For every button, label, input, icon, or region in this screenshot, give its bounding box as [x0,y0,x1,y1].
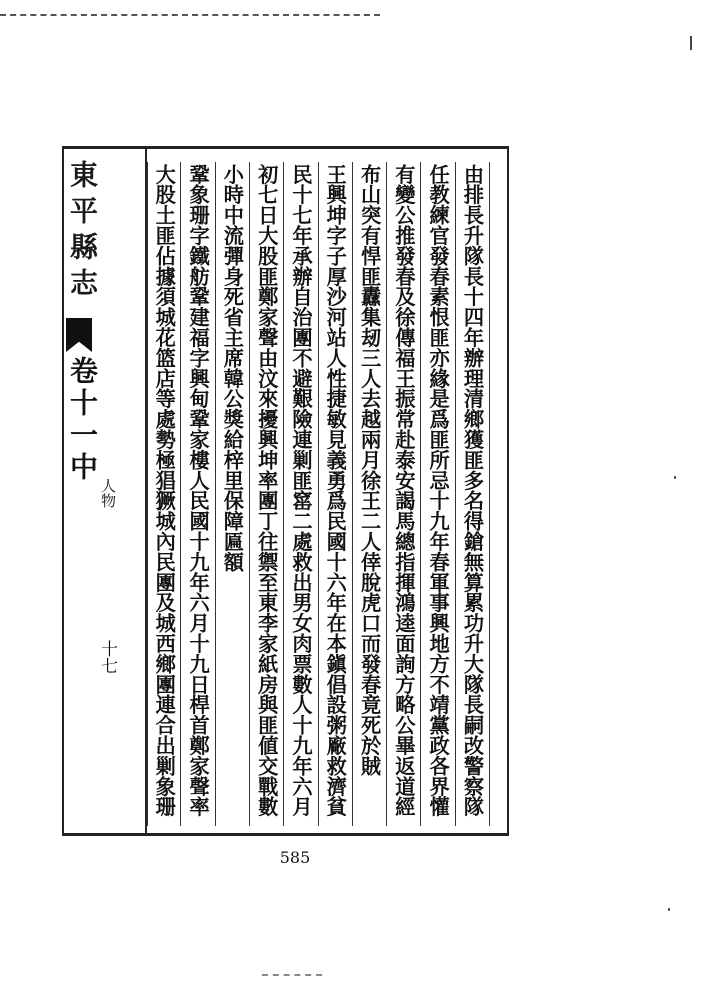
text-column [216,162,250,826]
paper-speck [668,908,670,911]
column-text: 由排長升隊長十四年辦理清鄉獲匪多名得鎗無算累功升大隊長嗣改警察隊 [460,164,485,817]
text-column [284,162,318,826]
column-text: 小時中流彈身死省主席韓公獎給梓里保障匾額 [220,164,245,572]
column-text: 布山突有悍匪纛集刼三人去越兩月徐王二人倖脫虎口而發春竟死於賊 [357,164,382,776]
book-title: 東平縣志 [66,160,99,304]
column-text: 有變公推發春及徐傳福王振常赴泰安謁馬總指揮鴻逵面詢方略公畢返道經 [391,164,416,817]
text-column [421,162,455,826]
text-column [353,162,387,826]
bottom-edge-marks [262,974,322,976]
edge-mark [690,36,692,50]
text-column [147,162,181,826]
text-column [456,162,490,826]
text-column [181,162,215,826]
text-column [319,162,353,826]
column-text: 民十七年承辦自治團不避艱險連剿匪窰二處救出男女肉票數人十九年六月 [288,164,313,817]
section-label: 人物 [99,478,117,508]
top-edge-marks [0,14,380,16]
column-text: 初七日大股匪鄭家聲由汶來擾興坤率團丁往禦至東李家紙房與匪値交戰數 [254,164,279,817]
page-number: 585 [279,848,311,867]
column-text: 王興坤字子厚沙河站人性捷敏見義勇爲民國十六年在本鎭倡設粥廠救濟貧 [323,164,348,817]
leaf-number: 十七 [97,640,117,674]
volume-label: 卷十一中 [66,356,99,484]
text-body [147,162,490,826]
text-column [250,162,284,826]
paper-speck [674,476,676,479]
text-column [387,162,421,826]
column-text: 大股土匪佔據須城花篮店等處勢極猖獗城內民團及城西鄉團連合出剿象珊 [152,164,177,817]
column-text: 任教練官發春素恨匪亦緣是爲匪所忌十九年春軍事興地方不靖黨政各界懽 [426,164,451,817]
column-text: 鞏象珊字鐵舫鞏建福字興甸鞏家樓人民國十九年六月十九日桿首鄭家聲率 [186,164,211,817]
